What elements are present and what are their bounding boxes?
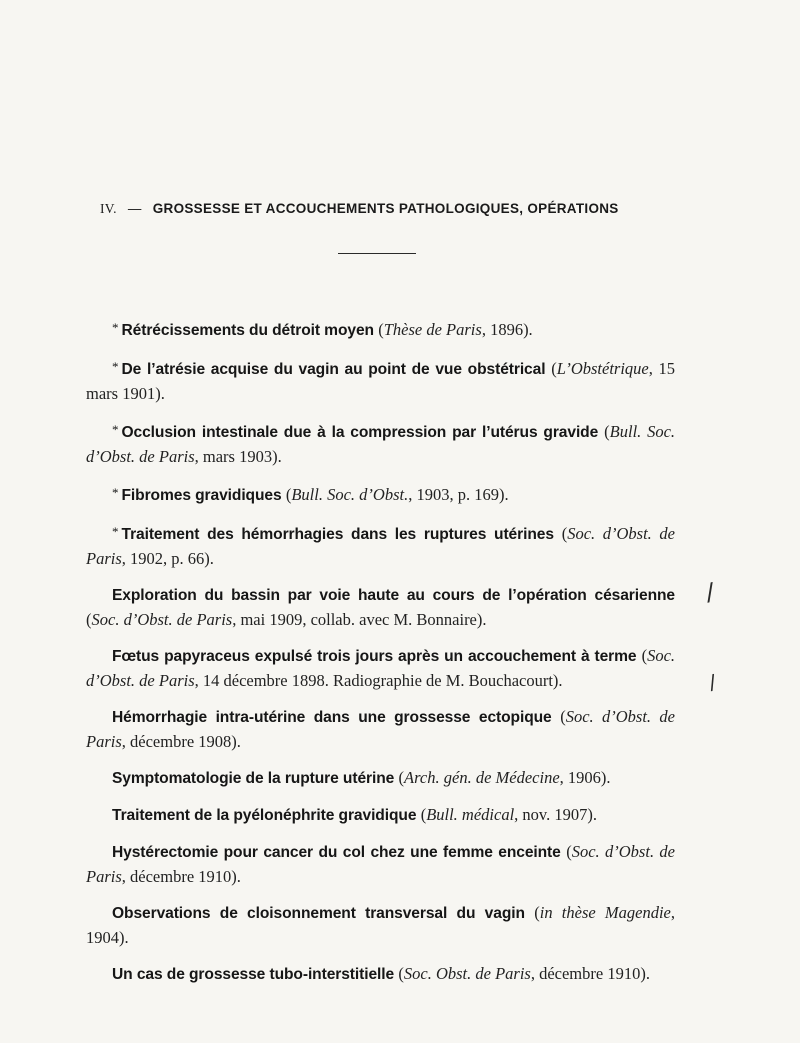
entry-source: L’Obstétrique	[556, 359, 649, 378]
entry-source: Bull. Soc. d’Obst.	[291, 485, 409, 504]
entry-reference-tail: , mars 1903).	[194, 447, 282, 466]
bibliography-entry	[86, 803, 675, 828]
entry-reference: (Bull. Soc. d’Obst. de Paris, mars 1903).	[86, 422, 676, 466]
entry-source: Arch. gén. de Médecine	[404, 768, 560, 787]
heading-rule	[338, 253, 416, 254]
entry-source: Soc. d’Obst. de Paris	[91, 610, 233, 629]
entry-reference: (Soc. d’Obst. de Paris, décembre 1908).	[86, 707, 676, 751]
bibliography-entry	[86, 418, 675, 469]
entry-star-mark: *	[112, 320, 119, 335]
entry-reference: (Soc. d’Obst. de Paris, 14 décembre 1898. Radiographie de M. Bouchacourt).	[86, 646, 676, 690]
entry-source: Bull. Soc. d’Obst. de Paris	[86, 422, 676, 466]
entry-reference-tail: , décembre 1908).	[121, 732, 241, 751]
entry-reference-tail: , mai 1909, collab. avec M. Bonnaire).	[232, 610, 487, 629]
entry-title: Fibromes gravidiques	[121, 487, 282, 504]
entry-reference: (Bull. médical, nov. 1907).	[420, 805, 597, 824]
section-title: GROSSESSE ET ACCOUCHEMENTS PATHOLOGIQUES, OPÉRATIONS	[152, 201, 619, 216]
bibliography-entry	[86, 766, 675, 791]
entry-reference: (Soc. d’Obst. de Paris, 1902, p. 66).	[86, 524, 676, 568]
bibliography-entry	[86, 481, 675, 508]
entry-title: Observations de cloisonnement transversal du vagin	[112, 905, 525, 922]
entry-source: in thèse Magendie	[539, 903, 671, 922]
entry-source: Soc. d’Obst. de Paris	[86, 707, 676, 751]
bibliography-entry	[86, 355, 675, 406]
entry-star-mark: *	[112, 524, 119, 539]
entry-reference-tail: , décembre 1910).	[530, 964, 650, 983]
entry-reference-tail: , nov. 1907).	[514, 805, 597, 824]
bibliography-entry	[86, 840, 675, 889]
entry-title: Traitement de la pyélonéphrite gravidique	[112, 807, 417, 824]
entry-reference-tail: , décembre 1910).	[121, 867, 241, 886]
entry-source: Soc. d’Obst. de Paris	[86, 524, 676, 568]
margin-pencil-mark: /	[704, 577, 717, 607]
bibliography-entry	[86, 644, 675, 693]
section-dash: —	[127, 201, 142, 216]
entry-reference: (Soc. Obst. de Paris, décembre 1910).	[398, 964, 650, 983]
bibliography-entry	[86, 705, 675, 754]
entry-reference-tail: , 1896).	[481, 320, 533, 339]
entry-reference: (Soc. d’Obst. de Paris, décembre 1910).	[86, 842, 675, 886]
section-number: IV.	[100, 201, 117, 216]
entry-star-mark: *	[112, 359, 119, 374]
bibliography-entry	[86, 962, 675, 987]
entry-source: Soc. Obst. de Paris	[403, 964, 531, 983]
bibliography-entry	[86, 583, 675, 632]
entry-title: De l’atrésie acquise du vagin au point de vue obstétrical	[121, 361, 546, 378]
bibliography-list	[86, 316, 675, 999]
entry-title: Occlusion intestinale due à la compression par l’utérus gravide	[121, 424, 599, 441]
entry-reference: (in thèse Magendie, 1904).	[86, 903, 676, 947]
entry-reference: (L’Obstétrique, 15 mars 1901).	[86, 359, 676, 403]
bibliography-entry	[86, 520, 675, 571]
entry-title: Hystérectomie pour cancer du col chez une femme enceinte	[112, 844, 561, 861]
entry-source: Bull. médical	[426, 805, 515, 824]
entry-title: Symptomatologie de la rupture utérine	[112, 770, 395, 787]
entry-reference-tail: , 1903, p. 169).	[408, 485, 509, 504]
entry-reference-tail: , 15 mars 1901).	[86, 359, 676, 403]
entry-source: Soc. d’Obst. de Paris	[86, 646, 676, 690]
entry-reference: (Arch. gén. de Médecine, 1906).	[398, 768, 611, 787]
bibliography-entry	[86, 901, 675, 950]
entry-title: Fœtus papyraceus expulsé trois jours après un accouchement à terme	[112, 648, 637, 665]
entry-title: Traitement des hémorrhagies dans les ruptures utérines	[121, 526, 554, 543]
entry-source: Soc. d’Obst. de Paris	[86, 842, 675, 886]
bibliography-entry	[86, 316, 675, 343]
margin-pencil-mark: /	[706, 669, 719, 695]
entry-star-mark: *	[112, 485, 119, 500]
entry-reference-tail: , 14 décembre 1898. Radiographie de M. Bouchacourt).	[194, 671, 563, 690]
section-heading	[100, 201, 700, 217]
entry-source: Thèse de Paris	[383, 320, 482, 339]
entry-reference: (Soc. d’Obst. de Paris, mai 1909, collab. avec M. Bonnaire).	[86, 610, 487, 629]
entry-title: Rétrécissements du détroit moyen	[121, 322, 374, 339]
entry-star-mark: *	[112, 422, 119, 437]
entry-reference: (Bull. Soc. d’Obst., 1903, p. 169).	[285, 485, 509, 504]
entry-reference-tail: , 1902, p. 66).	[121, 549, 214, 568]
entry-reference: (Thèse de Paris, 1896).	[378, 320, 533, 339]
entry-reference-tail: , 1906).	[559, 768, 611, 787]
entry-title: Un cas de grossesse tubo-interstitielle	[112, 966, 395, 983]
entry-reference-tail: , 1904).	[86, 903, 676, 947]
entry-title: Hémorrhagie intra-utérine dans une grossesse ectopique	[112, 709, 552, 726]
entry-title: Exploration du bassin par voie haute au cours de l’opération césarienne	[112, 587, 675, 604]
